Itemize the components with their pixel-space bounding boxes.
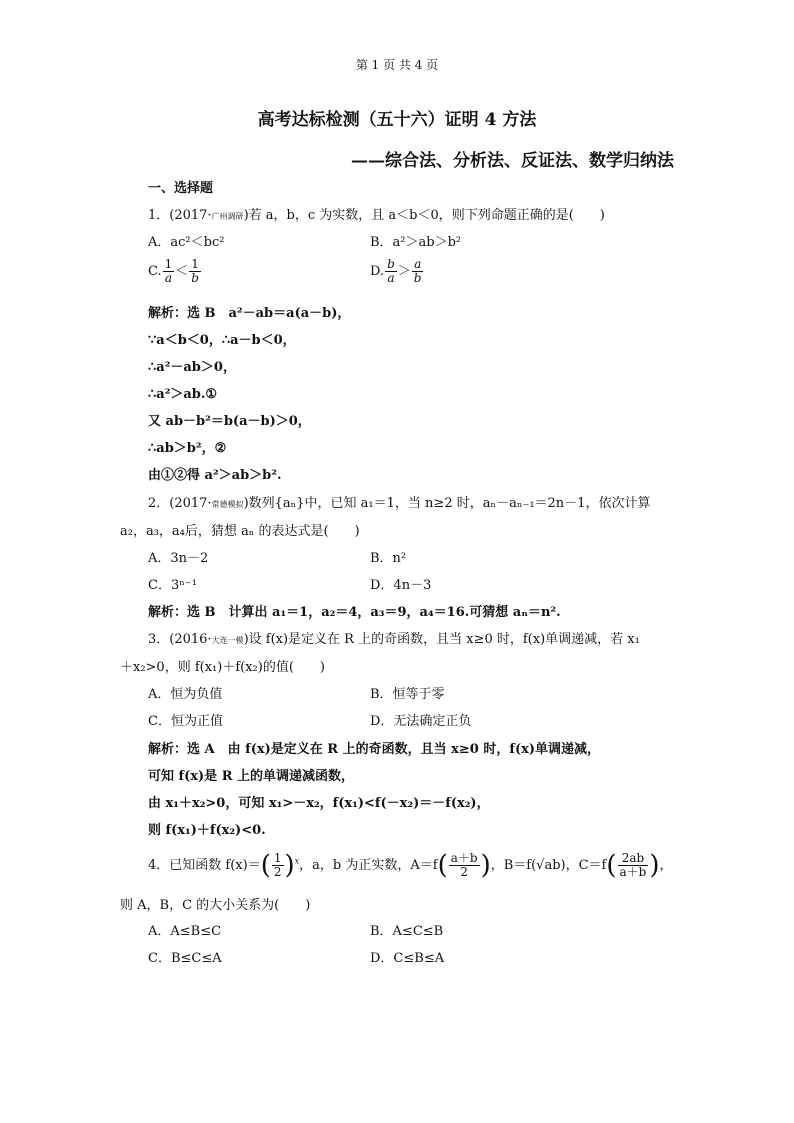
q4-option-b: B．A≤C≤B (370, 924, 444, 939)
q2-stem-cont: a₂，a₃，a₄后，猜想 aₙ 的表达式是( ) (120, 524, 360, 539)
q1-stem: 1．(2017·广州调研)若 a，b，c 为实数，且 a＜b＜0，则下列命题正确的是( ) (148, 208, 605, 223)
q1-option-c: C. $\frac{1}{a}$ ＜ $\frac{1}{b}$ (148, 257, 199, 285)
q3-solution-line: 则 f(x₁)＋f(x₂)<0. (148, 823, 266, 838)
q3-solution-line: 解析：选 A 由 f(x)是定义在 R 上的奇函数，且当 x≥0 时，f(x)单调递减， (148, 742, 601, 757)
page-number: 第 1 页 共 4 页 (355, 58, 439, 72)
q3-solution-line: 由 x₁＋x₂>0，可知 x₁>－x₂，f(x₁)<f(－x₂)＝－f(x₂)， (148, 796, 490, 811)
q2-option-a: A．3n－2 (148, 551, 209, 566)
page-subtitle: ——综合法、分析法、反证法、数学归纳法 (351, 151, 674, 171)
q2-option-c: C．3ⁿ⁻¹ (148, 578, 197, 593)
q1-solution-line: ∴ab＞b²，② (148, 441, 227, 456)
q3-stem-cont: ＋x₂>0，则 f(x₁)＋f(x₂)的值( ) (120, 660, 325, 675)
section-heading: 一、选择题 (148, 181, 214, 196)
q4-option-a: A．A≤B≤C (148, 924, 222, 939)
q1-solution-line: ∴a²＞ab.① (148, 387, 218, 402)
q2-solution: 解析：选 B 计算出 a₁＝1，a₂＝4，a₃＝9，a₄＝16.可猜想 aₙ＝n². (148, 605, 561, 620)
q1-solution-line: ∵a＜b＜0，∴a－b＜0， (148, 333, 296, 348)
q2-option-d: D．4n－3 (370, 578, 432, 593)
q3-stem: 3．(2016·大连一模)设 f(x)是定义在 R 上的奇函数，且当 x≥0 时，f(x)单调递减，若 x₁ (148, 632, 640, 647)
q3-option-c: C．恒为正值 (148, 714, 223, 729)
q2-stem: 2．(2017·常德模拟)数列{aₙ}中，已知 a₁＝1，当 n≥2 时，aₙ－aₙ₋₁＝2n－1，依次计算 (148, 496, 651, 511)
q4-option-c: C．B≤C≤A (148, 951, 222, 966)
q3-solution-line: 可知 f(x)是 R 上的单调递减函数， (148, 769, 355, 784)
q4-option-d: D．C≤B≤A (370, 951, 445, 966)
q1-solution-line: 由①②得 a²＞ab＞b². (148, 468, 282, 483)
q1-solution-line: 解析：选 B a²－ab＝a(a－b)， (148, 306, 351, 321)
q3-option-d: D．无法确定正负 (370, 714, 472, 729)
q2-option-b: B．n² (370, 551, 407, 566)
q3-option-b: B．恒等于零 (370, 687, 445, 702)
page-title: 高考达标检测（五十六）证明 4 方法 (257, 110, 537, 130)
q4-stem-cont: 则 A，B，C 的大小关系为( ) (120, 898, 311, 913)
q1-option-d: D. $\frac{b}{a}$ ＞ $\frac{a}{b}$ (370, 257, 422, 285)
q1-solution-line: 又 ab－b²＝b(a－b)＞0， (148, 414, 311, 429)
q1-option-b: B．a²＞ab＞b² (370, 235, 462, 250)
q3-option-a: A．恒为负值 (148, 687, 223, 702)
q4-stem: 4．已知函数 f(x)＝( $\frac{1}{2}$ )$^x$，a，b 为正实数，A＝f( $\frac{a+b}{2}$ )，B＝f(√ab)，C＝f( $\frac{2ab}{a+b}$ )， (148, 850, 673, 881)
q1-solution-line: ∴a²－ab＞0， (148, 360, 236, 375)
q1-option-a: A．ac²＜bc² (148, 235, 225, 250)
